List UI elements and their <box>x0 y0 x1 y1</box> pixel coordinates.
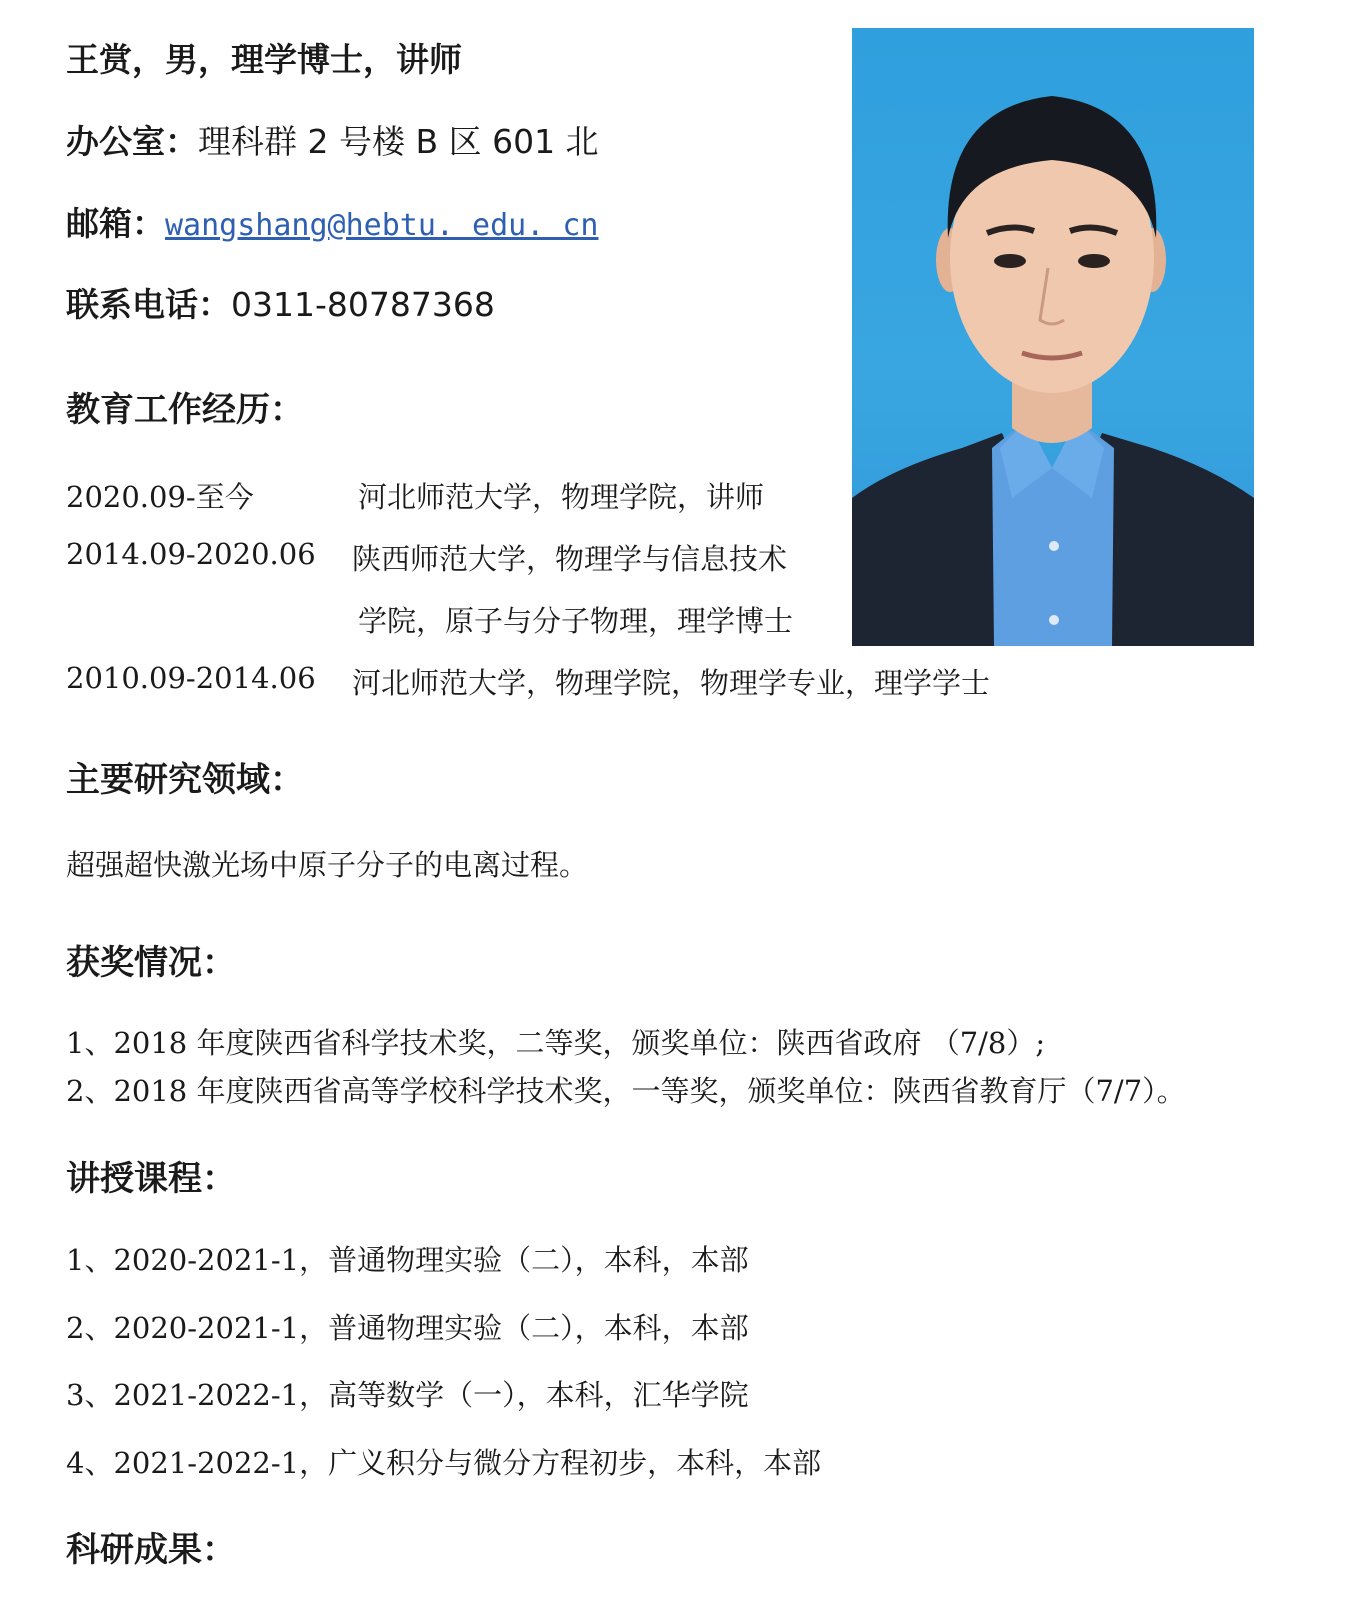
course-item: 1、2020-2021-1，普通物理实验（二），本科，本部 <box>66 1243 749 1277</box>
education-date: 2010.09-2014.06 <box>66 661 316 695</box>
course-item: 3、2021-2022-1，高等数学（一），本科，汇华学院 <box>66 1378 749 1412</box>
email-link[interactable]: wangshang@hebtu. edu. cn <box>165 208 599 243</box>
education-heading: 教育工作经历： <box>66 390 304 430</box>
office-label: 办公室： <box>66 122 198 161</box>
education-entry: 河北师范大学，物理学院，物理学专业，理学学士 <box>352 666 991 700</box>
course-item: 4、2021-2022-1，广义积分与微分方程初步，本科，本部 <box>66 1446 822 1480</box>
award-item: 2、2018 年度陕西省高等学校科学技术奖，一等奖，颁奖单位：陕西省教育厅（7/7）。 <box>66 1074 1186 1108</box>
awards-heading: 获奖情况： <box>66 943 236 983</box>
email-line <box>66 198 598 245</box>
portrait-photo <box>852 28 1254 646</box>
portrait-icon <box>852 28 1254 646</box>
phone-value: 0311-80787368 <box>231 285 495 324</box>
course-item: 2、2020-2021-1，普通物理实验（二），本科，本部 <box>66 1311 749 1345</box>
courses-heading: 讲授课程： <box>66 1159 236 1199</box>
phone-line <box>66 279 495 326</box>
education-date: 2020.09-至今 <box>66 480 254 514</box>
education-entry-continued: 学院，原子与分子物理，理学博士 <box>358 604 794 638</box>
research-heading: 主要研究领域： <box>66 760 304 800</box>
phone-label: 联系电话： <box>66 285 231 324</box>
award-item: 1、2018 年度陕西省科学技术奖，二等奖，颁奖单位：陕西省政府 （7/8）; <box>66 1026 1046 1060</box>
education-entry: 陕西师范大学，物理学与信息技术 <box>352 542 788 576</box>
office-line <box>66 116 599 163</box>
research-text: 超强超快激光场中原子分子的电离过程。 <box>66 848 589 882</box>
results-heading: 科研成果： <box>66 1530 236 1570</box>
office-value: 理科群 2 号楼 B 区 601 北 <box>198 122 599 161</box>
email-label: 邮箱： <box>66 204 165 243</box>
name-line: 王赏，男，理学博士，讲师 <box>66 40 462 79</box>
education-date: 2014.09-2020.06 <box>66 537 316 571</box>
education-entry: 河北师范大学，物理学院，讲师 <box>358 480 765 514</box>
